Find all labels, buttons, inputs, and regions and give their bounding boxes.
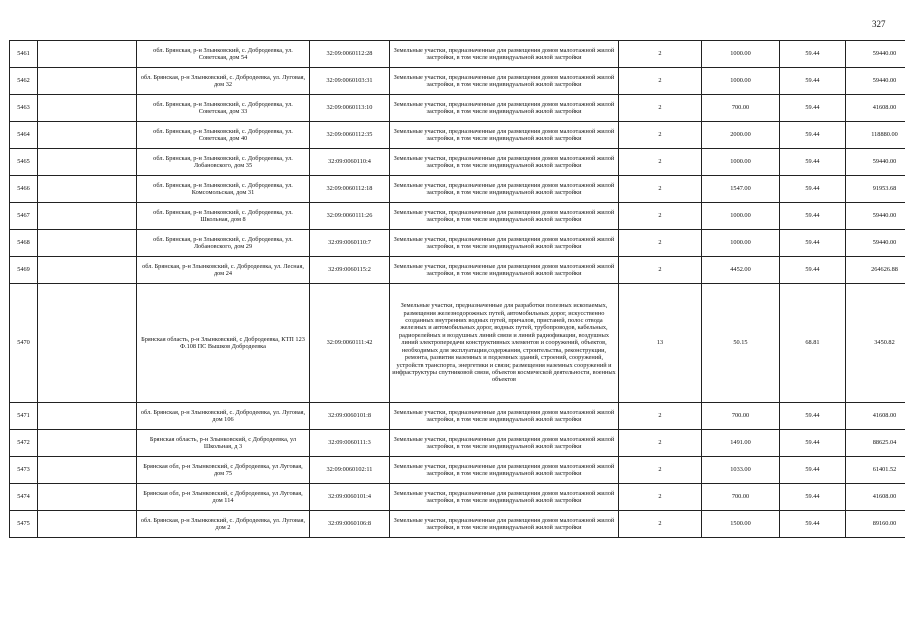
table-row	[10, 257, 905, 284]
table-row	[10, 284, 905, 403]
category-code-cell: 2	[619, 403, 702, 430]
land-use-cell: Земельные участки, предназначенные для размещения домов малоэтажной жилой застройки, в том числе индивидуальной жилой застройки	[390, 257, 619, 284]
area-cell: 4452.00	[702, 257, 780, 284]
area-cell: 1500.00	[702, 511, 780, 538]
empty-cell	[38, 403, 137, 430]
cadastral-number-cell: 32:09:0060112:28	[310, 41, 390, 68]
cadastral-value-cell: 59440.00	[846, 230, 905, 257]
cadastral-number-cell: 32:09:0060103:31	[310, 68, 390, 95]
area-cell: 1000.00	[702, 149, 780, 176]
cadastral-value-cell: 59440.00	[846, 203, 905, 230]
area-cell: 700.00	[702, 484, 780, 511]
empty-cell	[38, 149, 137, 176]
category-code-cell: 13	[619, 284, 702, 403]
empty-cell	[38, 257, 137, 284]
row-number: 5465	[10, 149, 38, 176]
land-use-cell: Земельные участки, предназначенные для размещения домов малоэтажной жилой застройки, в том числе индивидуальной жилой застройки	[390, 95, 619, 122]
table-row	[10, 403, 905, 430]
address-cell: обл. Брянская, р-н Злынковский, с. Добродеевка, ул. Лесная, дом 24	[137, 257, 310, 284]
empty-cell	[38, 41, 137, 68]
land-use-cell: Земельные участки, предназначенные для размещения домов малоэтажной жилой застройки, в том числе индивидуальной жилой застройки	[390, 403, 619, 430]
table-row	[10, 122, 905, 149]
area-cell: 1033.00	[702, 457, 780, 484]
cadastral-value-cell: 59440.00	[846, 41, 905, 68]
category-code-cell: 2	[619, 430, 702, 457]
empty-cell	[38, 430, 137, 457]
rate-cell: 59.44	[780, 176, 846, 203]
address-cell: обл. Брянская, р-н Злынковский, с. Добродеевка, ул. Советская, дом 33	[137, 95, 310, 122]
address-cell: обл. Брянская, р-н Злынковский, с. Добродеевка, ул. Комсомольская, дом 31	[137, 176, 310, 203]
row-number: 5463	[10, 95, 38, 122]
cadastral-value-cell: 118880.00	[846, 122, 905, 149]
address-cell: Брянская обл, р-н Злынковский, с Добродеевка, ул Луговая, дом 75	[137, 457, 310, 484]
address-cell: обл. Брянская, р-н Злынковский, с. Добродеевка, ул. Школьная, дом 8	[137, 203, 310, 230]
address-cell: Брянская область, р-н Злынковский, с Добродеевка, КТП 123 Ф.108 ПС Вышков Добродеевка	[137, 284, 310, 403]
address-cell: обл. Брянская, р-н Злынковский, с. Добродеевка, ул. Луговая, дом 2	[137, 511, 310, 538]
category-code-cell: 2	[619, 230, 702, 257]
cadastral-number-cell: 32:09:0060111:42	[310, 284, 390, 403]
row-number: 5474	[10, 484, 38, 511]
row-number: 5468	[10, 230, 38, 257]
cadastral-number-cell: 32:09:0060110:4	[310, 149, 390, 176]
rate-cell: 59.44	[780, 403, 846, 430]
address-cell: обл. Брянская, р-н Злынковский, с. Добродеевка, ул. Советская, дом 40	[137, 122, 310, 149]
rate-cell: 59.44	[780, 122, 846, 149]
empty-cell	[38, 230, 137, 257]
category-code-cell: 2	[619, 457, 702, 484]
row-number: 5469	[10, 257, 38, 284]
area-cell: 1547.00	[702, 176, 780, 203]
area-cell: 700.00	[702, 95, 780, 122]
cadastral-value-cell: 59440.00	[846, 149, 905, 176]
cadastral-value-cell: 61401.52	[846, 457, 905, 484]
category-code-cell: 2	[619, 511, 702, 538]
table-row	[10, 230, 905, 257]
table-row	[10, 41, 905, 68]
land-use-cell: Земельные участки, предназначенные для размещения домов малоэтажной жилой застройки, в том числе индивидуальной жилой застройки	[390, 149, 619, 176]
cadastral-value-cell: 41608.00	[846, 403, 905, 430]
land-use-cell: Земельные участки, предназначенные для размещения домов малоэтажной жилой застройки, в том числе индивидуальной жилой застройки	[390, 430, 619, 457]
area-cell: 1000.00	[702, 230, 780, 257]
empty-cell	[38, 203, 137, 230]
rate-cell: 59.44	[780, 68, 846, 95]
rate-cell: 59.44	[780, 230, 846, 257]
land-use-cell: Земельные участки, предназначенные для размещения домов малоэтажной жилой застройки, в том числе индивидуальной жилой застройки	[390, 511, 619, 538]
table-body	[10, 41, 905, 538]
row-number: 5475	[10, 511, 38, 538]
cadastral-number-cell: 32:09:0060112:35	[310, 122, 390, 149]
row-number: 5472	[10, 430, 38, 457]
category-code-cell: 2	[619, 484, 702, 511]
cadastral-value-cell: 264626.88	[846, 257, 905, 284]
cadastral-value-cell: 59440.00	[846, 68, 905, 95]
area-cell: 1000.00	[702, 203, 780, 230]
land-registry-table	[9, 40, 905, 538]
cadastral-number-cell: 32:09:0060111:3	[310, 430, 390, 457]
rate-cell: 59.44	[780, 149, 846, 176]
empty-cell	[38, 176, 137, 203]
rate-cell: 59.44	[780, 41, 846, 68]
cadastral-number-cell: 32:09:0060111:26	[310, 203, 390, 230]
category-code-cell: 2	[619, 257, 702, 284]
category-code-cell: 2	[619, 122, 702, 149]
address-cell: обл. Брянская, р-н Злынковский, с. Добродеевка, ул. Лобановского, дом 35	[137, 149, 310, 176]
cadastral-number-cell: 32:09:0060115:2	[310, 257, 390, 284]
area-cell: 1491.00	[702, 430, 780, 457]
cadastral-number-cell: 32:09:0060110:7	[310, 230, 390, 257]
table-row	[10, 430, 905, 457]
cadastral-value-cell: 3450.82	[846, 284, 905, 403]
row-number: 5464	[10, 122, 38, 149]
row-number: 5470	[10, 284, 38, 403]
area-cell: 1000.00	[702, 68, 780, 95]
land-use-cell: Земельные участки, предназначенные для размещения домов малоэтажной жилой застройки, в том числе индивидуальной жилой застройки	[390, 484, 619, 511]
cadastral-value-cell: 41608.00	[846, 484, 905, 511]
table-row	[10, 457, 905, 484]
cadastral-value-cell: 89160.00	[846, 511, 905, 538]
row-number: 5462	[10, 68, 38, 95]
row-number: 5467	[10, 203, 38, 230]
land-use-cell: Земельные участки, предназначенные для размещения домов малоэтажной жилой застройки, в том числе индивидуальной жилой застройки	[390, 122, 619, 149]
rate-cell: 68.81	[780, 284, 846, 403]
empty-cell	[38, 122, 137, 149]
empty-cell	[38, 284, 137, 403]
cadastral-number-cell: 32:09:0060106:8	[310, 511, 390, 538]
address-cell: Брянская обл, р-н Злынковский, с Добродеевка, ул Луговая, дом 114	[137, 484, 310, 511]
cadastral-value-cell: 41608.00	[846, 95, 905, 122]
land-use-cell: Земельные участки, предназначенные для разработки полезных ископаемых, размещения железнодорожных путей, автомобильных дорог, искусственно созданных внутренних водных путей, причалов, пристаней, полос отвода железных и автомобильных дорог, водных путей, трубопроводов, кабельных, радиорелейных и воздушных линий связи и линий радиофикации, воздушных линий электропередачи конструктивных элементов и сооружений, объектов, необходимых для эксплуатации,содержания, строительства, реконструкции, ремонта, развития наземных и подземных зданий, строений, сооружений, устройств транспорта, энергетики и связи; размещения наземных сооружений и инфраструктуры спутниковой связи, объектов космической деятельности, военных объектов	[390, 284, 619, 403]
table-row	[10, 484, 905, 511]
land-use-cell: Земельные участки, предназначенные для размещения домов малоэтажной жилой застройки, в том числе индивидуальной жилой застройки	[390, 68, 619, 95]
rate-cell: 59.44	[780, 203, 846, 230]
address-cell: обл. Брянская, р-н Злынковский, с. Добродеевка, ул. Луговая, дом 106	[137, 403, 310, 430]
area-cell: 1000.00	[702, 41, 780, 68]
land-use-cell: Земельные участки, предназначенные для размещения домов малоэтажной жилой застройки, в том числе индивидуальной жилой застройки	[390, 176, 619, 203]
land-use-cell: Земельные участки, предназначенные для размещения домов малоэтажной жилой застройки, в том числе индивидуальной жилой застройки	[390, 41, 619, 68]
row-number: 5471	[10, 403, 38, 430]
land-use-cell: Земельные участки, предназначенные для размещения домов малоэтажной жилой застройки, в том числе индивидуальной жилой застройки	[390, 457, 619, 484]
category-code-cell: 2	[619, 95, 702, 122]
rate-cell: 59.44	[780, 95, 846, 122]
empty-cell	[38, 484, 137, 511]
page-number: 327	[872, 19, 886, 29]
empty-cell	[38, 511, 137, 538]
table-row	[10, 95, 905, 122]
cadastral-number-cell: 32:09:0060101:4	[310, 484, 390, 511]
empty-cell	[38, 68, 137, 95]
rate-cell: 59.44	[780, 457, 846, 484]
table-row	[10, 68, 905, 95]
cadastral-value-cell: 88625.04	[846, 430, 905, 457]
address-cell: обл. Брянская, р-н Злынковский, с. Добродеевка, ул. Луговая, дом 32	[137, 68, 310, 95]
table-row	[10, 149, 905, 176]
cadastral-number-cell: 32:09:0060112:18	[310, 176, 390, 203]
category-code-cell: 2	[619, 41, 702, 68]
row-number: 5466	[10, 176, 38, 203]
cadastral-number-cell: 32:09:0060113:10	[310, 95, 390, 122]
rate-cell: 59.44	[780, 511, 846, 538]
empty-cell	[38, 95, 137, 122]
empty-cell	[38, 457, 137, 484]
rate-cell: 59.44	[780, 257, 846, 284]
category-code-cell: 2	[619, 149, 702, 176]
category-code-cell: 2	[619, 68, 702, 95]
area-cell: 700.00	[702, 403, 780, 430]
land-use-cell: Земельные участки, предназначенные для размещения домов малоэтажной жилой застройки, в том числе индивидуальной жилой застройки	[390, 230, 619, 257]
cadastral-number-cell: 32:09:0060101:8	[310, 403, 390, 430]
table-row	[10, 511, 905, 538]
category-code-cell: 2	[619, 203, 702, 230]
area-cell: 50.15	[702, 284, 780, 403]
address-cell: обл. Брянская, р-н Злынковский, с. Добродеевка, ул. Лобановского, дом 29	[137, 230, 310, 257]
rate-cell: 59.44	[780, 430, 846, 457]
address-cell: Брянская область, р-н Злынковский, с Добродеевка, ул Школьная, д 3	[137, 430, 310, 457]
table-row	[10, 203, 905, 230]
row-number: 5473	[10, 457, 38, 484]
land-use-cell: Земельные участки, предназначенные для размещения домов малоэтажной жилой застройки, в том числе индивидуальной жилой застройки	[390, 203, 619, 230]
cadastral-number-cell: 32:09:0060102:11	[310, 457, 390, 484]
table-row	[10, 176, 905, 203]
area-cell: 2000.00	[702, 122, 780, 149]
row-number: 5461	[10, 41, 38, 68]
category-code-cell: 2	[619, 176, 702, 203]
rate-cell: 59.44	[780, 484, 846, 511]
cadastral-value-cell: 91953.68	[846, 176, 905, 203]
address-cell: обл. Брянская, р-н Злынковский, с. Добродеевка, ул. Советская, дом 54	[137, 41, 310, 68]
